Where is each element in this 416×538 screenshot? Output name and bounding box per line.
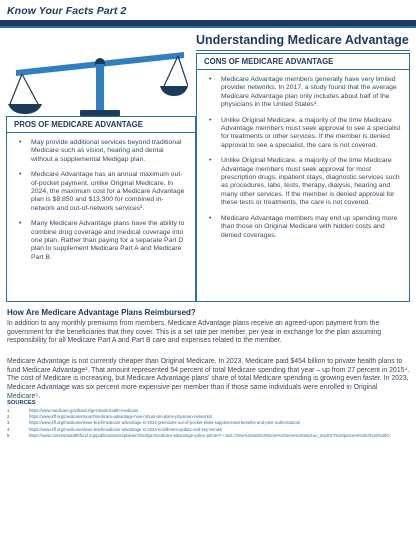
cons-heading: CONS OF MEDICARE ADVANTAGE	[204, 57, 334, 66]
sources-heading: SOURCES	[7, 400, 36, 406]
pros-item: • Medicare Advantage has an annual maximum out-of-pocket payment, unlike Original Medicare. In 2024, the maximum cost for a Medicare Advantage plan is $8,850 and $13,300 for combined in-network and out-of-network services².	[17, 171, 187, 213]
pros-item: • Many Medicare Advantage plans have the ability to combine drug coverage and medical coverage into one plan. Rather than paying for a separate Part D plan to supplement Medicare Part A and Medicare Part B.	[17, 220, 187, 262]
pros-box	[6, 116, 196, 302]
page-title: Understanding Medicare Advantage	[196, 33, 409, 47]
reimbursement-heading: How Are Medicare Advantage Plans Reimbursed?	[7, 308, 196, 317]
reimbursement-paragraph-2: Medicare Advantage is not currently cheaper than Original Medicare. In 2023, Medicare paid $454 billion to private health plans to fund Medicare Advantage³. That amount represented 54 percent of total Medicare spending that year – up from 27 percent in 2015⁴. The cost of Medicare is increasing, but Medicare Advantage plans' share of total Medicare spending is growing even faster. In 2023, Medicare Advantage was six percent more expensive per member than if those same individuals were enrolled in Original Medicare⁵.	[7, 358, 410, 400]
pros-list	[7, 133, 195, 262]
source-link[interactable]: https://www.kff.org/medicare/report/medicare-advantage-how-robust-are-plans-physician-networks/	[29, 414, 213, 420]
source-number: 4.	[7, 426, 11, 432]
source-number: 1.	[7, 408, 11, 413]
source-link[interactable]: https://www.commonwealthfund.org/publications/explainer/2024/jan/medicare-advantage-policy-primer#:~:text=Tribe%20and%20more%20more%20stud-ao_a%2017%20percent%20of%20%20O	[29, 432, 390, 438]
cons-item: • Medicare Advantage members may end up spending more than those on Original Medicare with hidden costs and denied coverages.	[207, 215, 401, 240]
balance-scale-icon	[8, 36, 188, 124]
cons-item: • Medicare Advantage members generally have very limited provider networks. In 2017, a study found that the average Medicare Advantage plan only includes about half of the physicians in the United States¹.	[207, 76, 401, 110]
source-link[interactable]: https://www.kff.org/medicare/issue-brief/medicare-advantage-in-2024-enrollment-update-and-key-trends/	[29, 426, 223, 432]
source-number: 5.	[7, 432, 11, 438]
source-item[interactable]	[7, 433, 411, 439]
reimbursement-paragraph-1: In addition to any monthly premiums from members, Medicare Advantage plans receive an agreed-upon payment from the government for the beneficiaries that they cover. This is a set rate per member, per year in exchange for the plan assuming responsibility for all Medicare Part A and Part B care and expenses related to the member.	[7, 320, 382, 345]
sources-list	[7, 408, 411, 439]
source-link[interactable]: https://www.medicare.gov/basics/get-started-with-medicare	[29, 408, 139, 413]
pros-item: • May provide additional services beyond traditional Medicare such as vision, hearing and dental without a supplemental Medigap plan.	[17, 139, 187, 164]
header-rule-accent	[0, 26, 416, 28]
part-title: Know Your Facts Part 2	[7, 5, 127, 17]
source-link[interactable]: https://www.kff.org/medicare/issue-brief/medicare-advantage-in-2024-premiums-out-of-pocket-limits-supplemental-benefits-and-prior-authorization/	[29, 420, 301, 426]
cons-item: • Unlike Original Medicare, a majority of the time Medicare Advantage members must seek approval for most prescription drugs, inpatient stays, diagnostic services such as procedures, labs, tests, therapy, dialysis, hearing and many other services. If the member is denied approval for these tests or treatments, the care is not covered.	[207, 157, 401, 207]
title-underline	[196, 50, 410, 51]
cons-item: • Unlike Original Medicare, a majority of the time Medicare Advantage members must seek approval to see a specialist for treatments or other services. If the member is denied approval to see a specialist, the care is not covered.	[207, 117, 401, 151]
source-number: 2.	[7, 414, 11, 420]
header-bar	[0, 0, 416, 34]
cons-list	[197, 70, 409, 240]
source-number: 3.	[7, 420, 11, 426]
pros-heading: PROS OF MEDICARE ADVANTAGE	[14, 120, 143, 129]
cons-box	[196, 53, 410, 302]
